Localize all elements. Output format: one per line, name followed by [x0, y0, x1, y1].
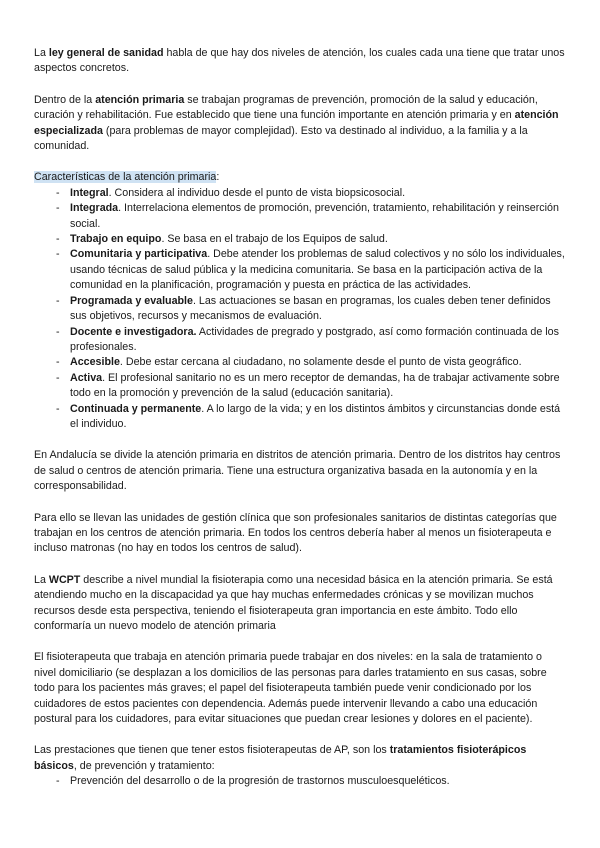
list-item-text: . Se basa en el trabajo de los Equipos de salud.	[161, 233, 388, 246]
list-item	[34, 186, 566, 201]
text-run: describe a nivel mundial la fisioterapia como una necesidad básica en la atención primaria. Se está atendiendo mucho en la discapacidad ya que hay muchas enfermedades crónicas y se movilizan muchos recursos desde esta perspectiva, teniendo el fisioterapeuta gran importancia en este ámbito. Todo ello conformaría un nuevo modelo de atención primaria	[34, 573, 553, 632]
paragraph-prestaciones	[34, 743, 566, 774]
list-item	[34, 325, 566, 356]
text-run: habla de que hay dos niveles de atención, los cuales cada una tiene que tratar unos aspectos concretos.	[34, 47, 565, 75]
list-item	[34, 294, 566, 325]
bold-term-ley-general: ley general de sanidad	[48, 47, 164, 59]
text-run: Dentro de la	[34, 93, 96, 106]
list-item	[34, 247, 566, 293]
list-item-term: Accesible	[70, 356, 120, 369]
list-item-text: . A lo largo de la vida; y en los distintos ámbitos y circunstancias donde está el individuo.	[70, 402, 561, 430]
list-item-text: . El profesional sanitario no es un mero receptor de demandas, ha de trabajar activamente sobre todo en la promoción y prevención de la salud (educación sanitaria).	[70, 371, 560, 400]
bold-term-atencion-especializada: atención especializada	[34, 109, 559, 137]
heading-colon: :	[216, 171, 220, 184]
bold-term-atencion-primaria: atención primaria	[95, 93, 185, 106]
characteristics-heading	[34, 170, 566, 185]
list-item: - Prevención del desarrollo o de la progresión de trastornos musculoesqueléticos.	[34, 774, 566, 789]
text-run: se trabajan programas de prevención, promoción de la salud y educación, curación y rehabilitación. Fue establecido que tiene una función importante en atención primaria y en	[34, 93, 538, 122]
document-page	[34, 46, 566, 790]
text-run: Las prestaciones que tienen que tener estos fisioterapeutas de AP, son los	[34, 744, 390, 757]
paragraph-ley-general	[34, 46, 566, 77]
characteristics-list	[34, 186, 566, 433]
services-list	[34, 774, 566, 789]
list-item-text: . Debe estar cercana al ciudadano, no solamente desde el punto de vista geográfico.	[119, 356, 522, 369]
bold-term-wcpt: WCPT	[48, 573, 81, 586]
list-item-text: Actividades de pregrado y postgrado, así como formación continuada de los profesionales.	[70, 325, 559, 353]
paragraph-niveles: El fisioterapeuta que trabaja en atención primaria puede trabajar en dos niveles: en la sala de tratamiento o nivel domiciliario (se desplazan a los domicilios de las personas para darles tratamiento en sus casas, sobre todo para los pacientes más graves; el papel del fisioterapeuta también puede venir condicionado por los cuidadores de estos pacientes con dependencia. Además puede intervenir llevando a cabo una educación postural para los cuidadores, para evitar situaciones que puedan crear lesiones y dolores en el paciente).	[34, 651, 547, 726]
paragraph-gestion-clinica: Para ello se llevan las unidades de gestión clínica que son profesionales sanitarios de distintas categorías que trabajan en los centros de atención primaria. En todos los centros debería haber al menos un fisioterapeuta e incluso matronas (no hay en todos los centros de salud).	[34, 511, 557, 555]
list-item	[34, 402, 566, 433]
list-item-term: Integral	[70, 186, 109, 199]
paragraph-wcpt	[34, 573, 566, 635]
list-item-term: Trabajo en equipo	[70, 233, 162, 246]
list-item-text: . Interrelaciona elementos de promoción, prevención, tratamiento, rehabilitación y reinserción social.	[70, 202, 559, 230]
list-item-text: . Las actuaciones se basan en programas, los cuales deben tener definidos sus objetivos, recursos y mecanismos de evaluación.	[70, 294, 551, 323]
list-item	[34, 232, 566, 247]
list-item-text: . Considera al individuo desde el punto de vista biopsicosocial.	[108, 186, 406, 199]
list-item-term: Programada y evaluable	[70, 294, 193, 307]
text-run: La	[34, 573, 49, 586]
text-run: , de prevención y tratamiento:	[73, 759, 215, 772]
paragraph-atencion-primaria	[34, 93, 566, 155]
list-item-term: Continuada y permanente	[70, 402, 202, 415]
list-item-term: Docente e investigadora.	[70, 325, 197, 338]
text-run: (para problemas de mayor complejidad). Esto va destinado al individuo, a la familia y a la comunidad.	[34, 124, 528, 153]
bold-term-tratamientos: tratamientos fisioterápicos básicos	[34, 744, 527, 772]
list-item	[34, 355, 566, 370]
list-item-term: Integrada	[70, 202, 119, 215]
list-item-text: . Debe atender los problemas de salud colectivos y no sólo los individuales, usando técnicas de salud pública y la medicina comunitaria. Se basa en la participación activa de la comunidad en la planificación, programación y puesta en práctica de las actividades.	[70, 248, 565, 292]
highlighted-heading: Características de la atención primaria	[34, 171, 217, 184]
list-item-term: Comunitaria y participativa	[70, 248, 208, 261]
paragraph-andalucia: En Andalucía se divide la atención primaria en distritos de atención primaria. Dentro de los distritos hay centros de salud o centros de atención primaria. Tiene una estructura organizativa basada en la autonomía y en la corresponsabilidad.	[34, 449, 561, 493]
list-item-term: Activa	[70, 371, 103, 384]
text-run: La	[34, 47, 49, 59]
list-item	[34, 371, 566, 402]
list-item	[34, 201, 566, 232]
